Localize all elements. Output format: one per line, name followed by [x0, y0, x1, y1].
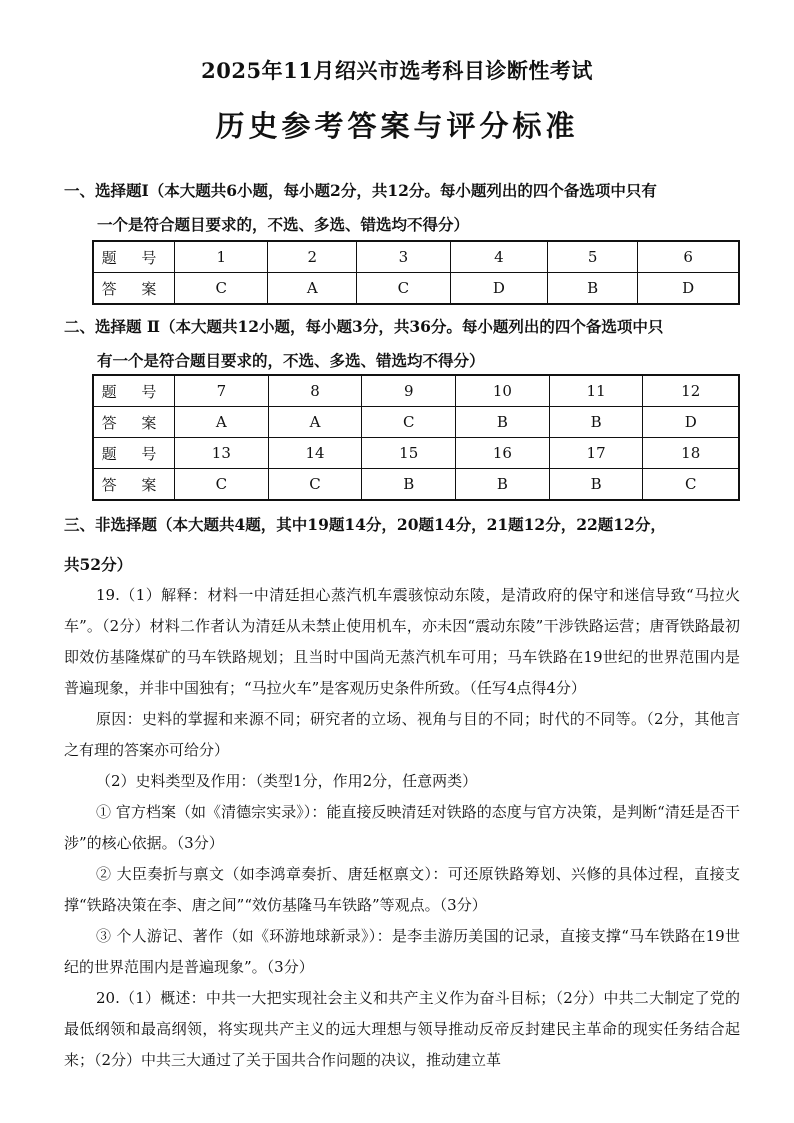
answer-cell: B	[362, 469, 456, 501]
table-row	[93, 438, 739, 469]
row-label-question: 题 号	[93, 375, 175, 407]
answer-cell: C	[175, 273, 268, 305]
answer-cell: B	[549, 407, 643, 438]
question-number: 17	[549, 438, 643, 469]
question-number: 18	[643, 438, 739, 469]
question-number: 1	[175, 241, 268, 273]
answer-cell: D	[450, 273, 548, 305]
table-row	[93, 375, 739, 407]
answer-cell: C	[175, 469, 269, 501]
section2-heading	[64, 310, 744, 378]
question-number: 7	[175, 375, 269, 407]
question-number: 16	[456, 438, 550, 469]
question-number: 6	[638, 241, 739, 273]
answer-cell: B	[549, 469, 643, 501]
table-row	[93, 407, 739, 438]
table-row	[93, 273, 739, 305]
answer-cell: C	[643, 469, 739, 501]
question-number: 13	[175, 438, 269, 469]
answer-cell: A	[175, 407, 269, 438]
section3-line1: 三、非选择题（本大题共4题，其中19题14分，20题14分，21题12分，22题12分，	[64, 515, 666, 534]
question-number: 10	[456, 375, 550, 407]
question-number: 5	[548, 241, 638, 273]
answer-cell: A	[268, 407, 362, 438]
question-number: 9	[362, 375, 456, 407]
section2-line2: 有一个是符合题目要求的，不选、多选、错选均不得分）	[97, 351, 485, 370]
answer-body	[64, 580, 740, 1076]
answer-cell: B	[548, 273, 638, 305]
question-number: 8	[268, 375, 362, 407]
answer-cell: D	[638, 273, 739, 305]
answer-table-1	[92, 240, 740, 305]
question-number: 14	[268, 438, 362, 469]
section1-heading	[64, 174, 744, 242]
q19-part2-heading: （2）史料类型及作用：（类型1分，作用2分，任意两类）	[96, 772, 478, 790]
exam-title: 2025年11月绍兴市选考科目诊断性考试	[201, 58, 593, 83]
answer-cell: C	[357, 273, 450, 305]
answer-cell: B	[456, 469, 550, 501]
row-label-question: 题 号	[93, 438, 175, 469]
question-number: 15	[362, 438, 456, 469]
question-number: 4	[450, 241, 548, 273]
table-row	[93, 469, 739, 501]
answer-cell: D	[643, 407, 739, 438]
question-number: 12	[643, 375, 739, 407]
row-label-answer: 答 案	[93, 469, 175, 501]
section1-line2: 一个是符合题目要求的，不选、多选、错选均不得分）	[97, 215, 470, 234]
q19-item-1: ① 官方档案（如《清德宗实录》）：能直接反映清廷对铁路的态度与官方决策，是判断“清廷是否干涉”的核心依据。（3分）	[64, 803, 740, 852]
answer-table-2	[92, 374, 740, 501]
section1-line1: 一、选择题Ⅰ（本大题共6小题，每小题2分，共12分。每小题列出的四个备选项中只有	[64, 181, 657, 200]
q19-item-3: ③ 个人游记、著作（如《环游地球新录》）：是李圭游历美国的记录，直接支撑“马车铁路在19世纪的世界范围内是普遍现象”。（3分）	[64, 927, 740, 976]
document-title: 历史参考答案与评分标准	[215, 109, 579, 143]
question-number: 11	[549, 375, 643, 407]
row-label-question: 题 号	[93, 241, 175, 273]
question-number: 2	[268, 241, 357, 273]
section3-heading	[64, 508, 744, 582]
answer-cell: B	[456, 407, 550, 438]
answer-cell: C	[362, 407, 456, 438]
section3-line2: 共52分）	[64, 555, 133, 574]
row-label-answer: 答 案	[93, 407, 175, 438]
q19-reason: 原因：史料的掌握和来源不同；研究者的立场、视角与目的不同；时代的不同等。（2分，其他言之有理的答案亦可给分）	[64, 710, 740, 759]
q19-item-2: ② 大臣奏折与禀文（如李鸿章奏折、唐廷枢禀文）：可还原铁路筹划、兴修的具体过程，直接支撑“铁路决策在李、唐之间”“效仿基隆马车铁路”等观点。（3分）	[64, 865, 740, 914]
answer-cell: A	[268, 273, 357, 305]
question-number: 3	[357, 241, 450, 273]
row-label-answer: 答 案	[93, 273, 175, 305]
section2-line1: 二、选择题 Ⅱ（本大题共12小题，每小题3分，共36分。每小题列出的四个备选项中只	[64, 317, 664, 336]
q20-part1-answer: 20.（1）概述：中共一大把实现社会主义和共产主义作为奋斗目标；（2分）中共二大制定了党的最低纲领和最高纲领，将实现共产主义的远大理想与领导推动反帝反封建民主革命的现实任务结合起来；（2分）中共三大通过了关于国共合作问题的决议，推动建立革	[64, 989, 740, 1069]
table-row	[93, 241, 739, 273]
q19-part1-answer: 19.（1）解释：材料一中清廷担心蒸汽机车震骇惊动东陵，是清政府的保守和迷信导致“马拉火车”。（2分）材料二作者认为清廷从未禁止使用机车，亦未因“震动东陵”干涉铁路运营；唐胥铁路最初即效仿基隆煤矿的马车铁路规划；且当时中国尚无蒸汽机车可用；马车铁路在19世纪的世界范围内是普遍现象，并非中国独有；“马拉火车”是客观历史条件所致。（任写4点得4分）	[64, 586, 740, 697]
answer-cell: C	[268, 469, 362, 501]
